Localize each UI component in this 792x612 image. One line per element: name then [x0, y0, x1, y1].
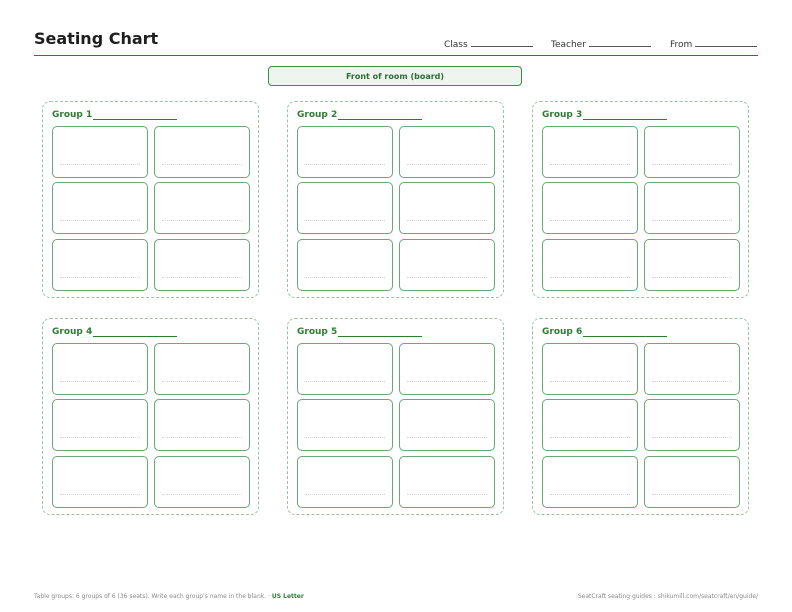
seat-box[interactable]: [399, 126, 495, 178]
class-label: Class: [444, 40, 468, 50]
seat-box[interactable]: [52, 182, 148, 234]
page-title: Seating Chart: [34, 29, 159, 48]
footer-note: Table groups: 6 groups of 6 (36 seats). Write each group's name in the blank. ·: [34, 593, 270, 600]
group-name-blank[interactable]: [93, 336, 177, 337]
seat-box[interactable]: [154, 456, 250, 508]
seat-name-line: [305, 164, 385, 165]
seat-box[interactable]: [399, 399, 495, 451]
seat-box[interactable]: [297, 239, 393, 291]
from-blank[interactable]: [695, 37, 757, 47]
group-name-blank[interactable]: [583, 336, 667, 337]
seat-name-line: [60, 164, 140, 165]
seat-name-line: [60, 437, 140, 438]
seat-box[interactable]: [399, 343, 495, 395]
seat-name-line: [305, 220, 385, 221]
seat-box[interactable]: [542, 456, 638, 508]
seat-name-line: [60, 277, 140, 278]
seat-box[interactable]: [399, 239, 495, 291]
seat-name-line: [60, 220, 140, 221]
seat-box[interactable]: [52, 126, 148, 178]
seat-name-line: [305, 381, 385, 382]
seat-name-line: [305, 277, 385, 278]
seat-name-line: [162, 494, 242, 495]
group-name-blank[interactable]: [583, 119, 667, 120]
class-field[interactable]: [444, 37, 533, 50]
seat-box[interactable]: [297, 126, 393, 178]
seat-box[interactable]: [154, 343, 250, 395]
seat-box[interactable]: [52, 239, 148, 291]
seat-box[interactable]: [154, 182, 250, 234]
group-card: [532, 318, 749, 515]
teacher-label: Teacher: [551, 40, 586, 50]
seat-name-line: [652, 381, 732, 382]
seat-name-line: [407, 381, 487, 382]
from-label: From: [670, 40, 693, 50]
seat-name-line: [652, 164, 732, 165]
seat-name-line: [162, 381, 242, 382]
group-name-blank[interactable]: [338, 336, 422, 337]
seat-box[interactable]: [297, 182, 393, 234]
seat-name-line: [652, 494, 732, 495]
seat-name-line: [162, 220, 242, 221]
seat-name-line: [407, 220, 487, 221]
group-card: [42, 101, 259, 298]
seat-box[interactable]: [52, 456, 148, 508]
seat-box[interactable]: [154, 239, 250, 291]
footer-left: [34, 593, 304, 600]
seat-box[interactable]: [542, 399, 638, 451]
seat-name-line: [550, 220, 630, 221]
seat-box[interactable]: [644, 343, 740, 395]
seat-box[interactable]: [297, 343, 393, 395]
seat-box[interactable]: [542, 126, 638, 178]
group-name-blank[interactable]: [93, 119, 177, 120]
seat-name-line: [652, 277, 732, 278]
seat-box[interactable]: [297, 456, 393, 508]
seat-box[interactable]: [644, 239, 740, 291]
group-name-blank[interactable]: [338, 119, 422, 120]
seat-box[interactable]: [52, 399, 148, 451]
seat-name-line: [162, 164, 242, 165]
group-label: Group 3: [542, 110, 583, 120]
seat-box[interactable]: [399, 456, 495, 508]
seat-name-line: [550, 494, 630, 495]
group-card: [532, 101, 749, 298]
class-blank[interactable]: [471, 37, 533, 47]
group-label: Group 5: [297, 327, 338, 337]
seat-name-line: [407, 437, 487, 438]
seat-box[interactable]: [399, 182, 495, 234]
group-label: Group 1: [52, 110, 93, 120]
seat-name-line: [162, 277, 242, 278]
seat-box[interactable]: [542, 239, 638, 291]
seat-box[interactable]: [644, 456, 740, 508]
seat-box[interactable]: [52, 343, 148, 395]
header-divider: [34, 55, 758, 56]
seat-name-line: [305, 437, 385, 438]
group-card: [42, 318, 259, 515]
group-label: Group 2: [297, 110, 338, 120]
group-label: Group 4: [52, 327, 93, 337]
footer-right: SeatCraft seating guides : shikumill.com/seatcraft/en/guide/: [577, 593, 758, 600]
seat-box[interactable]: [644, 399, 740, 451]
seat-box[interactable]: [154, 399, 250, 451]
teacher-blank[interactable]: [589, 37, 651, 47]
seat-name-line: [60, 381, 140, 382]
seat-name-line: [652, 220, 732, 221]
front-of-room-label: Front of room (board): [268, 66, 522, 86]
seat-name-line: [550, 277, 630, 278]
seat-name-line: [407, 277, 487, 278]
seat-name-line: [162, 437, 242, 438]
seat-name-line: [652, 437, 732, 438]
seat-name-line: [550, 164, 630, 165]
group-label: Group 6: [542, 327, 583, 337]
seat-name-line: [60, 494, 140, 495]
teacher-field[interactable]: [551, 37, 651, 50]
seat-name-line: [550, 381, 630, 382]
seat-box[interactable]: [644, 126, 740, 178]
from-field[interactable]: [670, 37, 757, 50]
seat-name-line: [305, 494, 385, 495]
seat-name-line: [407, 164, 487, 165]
seat-box[interactable]: [297, 399, 393, 451]
paper-size-label: US Letter: [271, 593, 304, 600]
seat-box[interactable]: [542, 182, 638, 234]
group-card: [287, 101, 504, 298]
group-card: [287, 318, 504, 515]
seat-box[interactable]: [154, 126, 250, 178]
seat-box[interactable]: [542, 343, 638, 395]
seat-name-line: [550, 437, 630, 438]
seat-name-line: [407, 494, 487, 495]
seat-box[interactable]: [644, 182, 740, 234]
